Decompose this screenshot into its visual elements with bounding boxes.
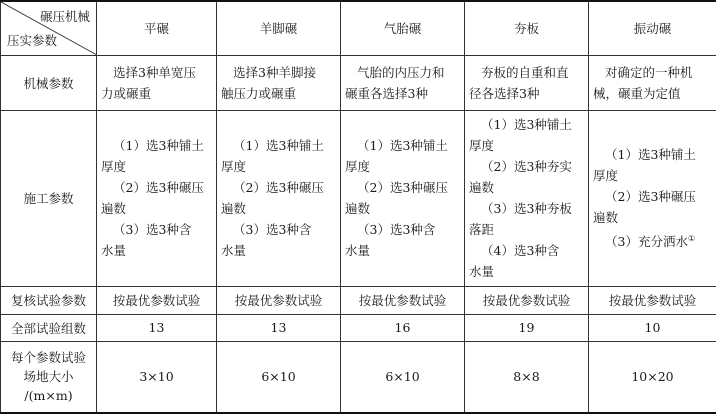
cell-line: 械，碾重为定值 xyxy=(593,83,712,104)
cell-line: 厚度 xyxy=(469,135,584,156)
construction-param-cell xyxy=(341,110,465,286)
group-count-cell: 19 xyxy=(465,314,589,341)
cell-line: （4）选3种含 xyxy=(469,240,584,261)
cell-line: 对确定的一种机 xyxy=(593,62,712,83)
cell-line: （1）选3种铺土 xyxy=(221,135,336,156)
cell-line: 力或碾重 xyxy=(101,83,212,104)
cell-line: 水量 xyxy=(101,240,212,261)
cell-line: （1）选3种铺土 xyxy=(469,114,584,135)
cell-line: （3）选3种含 xyxy=(221,219,336,240)
machine-param-cell xyxy=(217,55,341,110)
review-cell: 按最优参数试验 xyxy=(589,286,716,314)
site-size-row xyxy=(1,341,716,413)
cell-line: 触压力或碾重 xyxy=(221,83,336,104)
header-row xyxy=(1,1,716,55)
col-header: 羊脚碾 xyxy=(217,1,341,55)
machine-param-cell xyxy=(341,55,465,110)
cell-line: （2）选3种夯实 xyxy=(469,156,584,177)
review-cell: 按最优参数试验 xyxy=(97,286,217,314)
cell-line: （2）选3种碾压 xyxy=(593,186,712,207)
machine-param-cell xyxy=(97,55,217,110)
cell-line: （1）选3种铺土 xyxy=(101,135,212,156)
col-header: 振动碾 xyxy=(589,1,716,55)
site-size-cell: 6×10 xyxy=(341,341,465,413)
row-label: 全部试验组数 xyxy=(1,314,97,341)
label-line: 每个参数试验 xyxy=(5,348,92,367)
cell-line: 落距 xyxy=(469,219,584,240)
cell-line: （2）选3种碾压 xyxy=(101,177,212,198)
site-size-cell: 3×10 xyxy=(97,341,217,413)
cell-line: 夯板的自重和直 xyxy=(469,62,584,83)
cell-line: 气胎的内压力和 xyxy=(345,62,460,83)
cell-line: 水量 xyxy=(345,240,460,261)
site-size-cell: 10×20 xyxy=(589,341,716,413)
col-header: 夯板 xyxy=(465,1,589,55)
footnote-mark: ① xyxy=(688,234,695,243)
review-cell: 按最优参数试验 xyxy=(217,286,341,314)
cell-line: 选择3种羊脚接 xyxy=(221,62,336,83)
corner-machine-label: 碾压机械 xyxy=(40,7,90,25)
cell-line: 遍数 xyxy=(221,198,336,219)
cell-line: （3）选3种夯板 xyxy=(469,198,584,219)
cell-line: （1）选3种铺土 xyxy=(593,144,712,165)
construction-param-cell xyxy=(465,110,589,286)
cell-line: 水量 xyxy=(221,240,336,261)
group-count-cell: 13 xyxy=(217,314,341,341)
cell-line: （1）选3种铺土 xyxy=(345,135,460,156)
label-line: /(m×m) xyxy=(5,386,92,405)
cell-line: 水量 xyxy=(469,261,584,282)
review-param-row xyxy=(1,286,716,314)
cell-line: （2）选3种碾压 xyxy=(221,177,336,198)
row-label: 复核试验参数 xyxy=(1,286,97,314)
row-label xyxy=(1,341,97,413)
col-header: 平碾 xyxy=(97,1,217,55)
construction-param-cell xyxy=(217,110,341,286)
cell-line: （2）选3种碾压 xyxy=(345,177,460,198)
cell-line: 遍数 xyxy=(593,207,712,228)
corner-cell xyxy=(1,1,97,55)
machine-param-cell xyxy=(465,55,589,110)
construction-param-cell xyxy=(97,110,217,286)
cell-line: 厚度 xyxy=(345,156,460,177)
group-count-cell: 13 xyxy=(97,314,217,341)
construction-param-cell xyxy=(589,110,716,286)
cell-line: 碾重各选择3种 xyxy=(345,83,460,104)
col-header: 气胎碾 xyxy=(341,1,465,55)
cell-line: 遍数 xyxy=(345,198,460,219)
cell-line: 径各选择3种 xyxy=(469,83,584,104)
review-cell: 按最优参数试验 xyxy=(341,286,465,314)
site-size-cell: 6×10 xyxy=(217,341,341,413)
review-cell: 按最优参数试验 xyxy=(465,286,589,314)
cell-text: （3）充分洒水 xyxy=(605,234,688,249)
cell-line: 遍数 xyxy=(469,177,584,198)
corner-param-label: 压实参数 xyxy=(7,31,57,49)
site-size-cell: 8×8 xyxy=(465,341,589,413)
group-count-cell: 10 xyxy=(589,314,716,341)
label-line: 场地大小 xyxy=(5,367,92,386)
cell-line: （3）选3种含 xyxy=(101,219,212,240)
cell-line: 选择3种单宽压 xyxy=(101,62,212,83)
cell-line xyxy=(593,228,712,252)
construction-param-row xyxy=(1,110,716,286)
group-count-row xyxy=(1,314,716,341)
row-label: 机械参数 xyxy=(1,55,97,110)
cell-line: 遍数 xyxy=(101,198,212,219)
cell-line: 厚度 xyxy=(593,165,712,186)
cell-line: 厚度 xyxy=(101,156,212,177)
cell-line: 厚度 xyxy=(221,156,336,177)
group-count-cell: 16 xyxy=(341,314,465,341)
cell-line: （3）选3种含 xyxy=(345,219,460,240)
machine-param-row xyxy=(1,55,716,110)
machine-param-cell xyxy=(589,55,716,110)
row-label: 施工参数 xyxy=(1,110,97,286)
